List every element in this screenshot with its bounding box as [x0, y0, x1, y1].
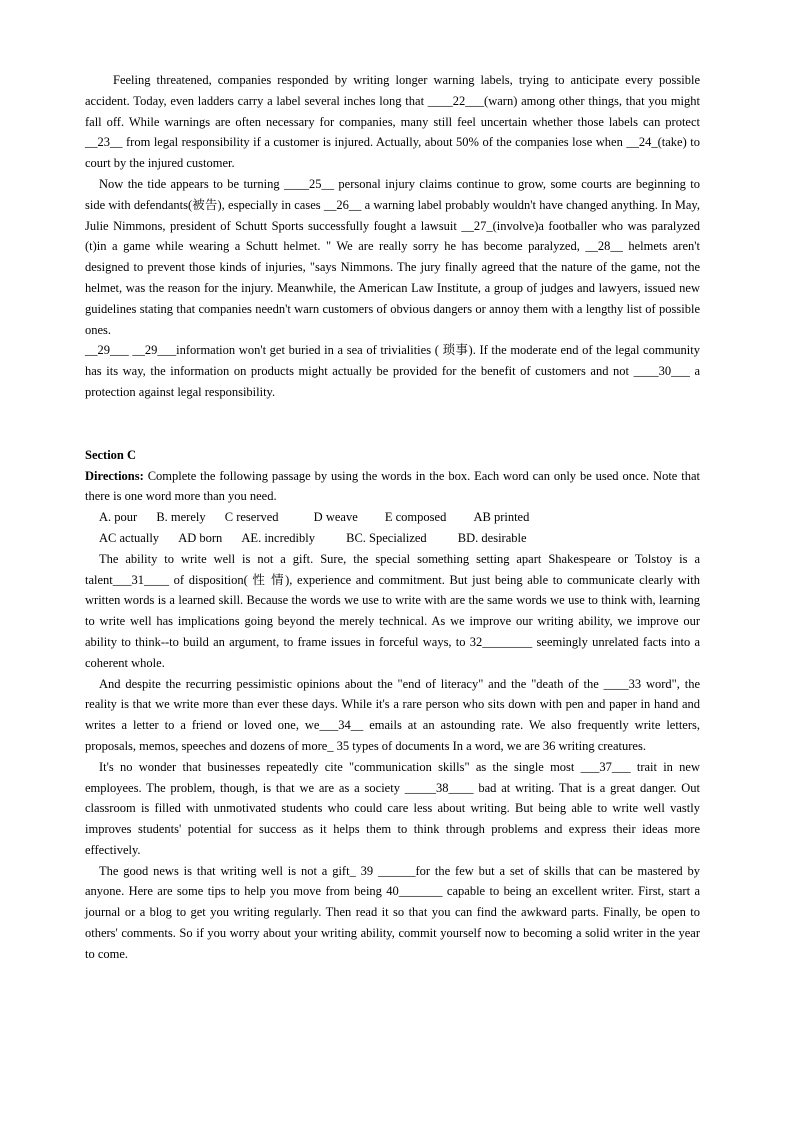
section-c-paragraph-1: The ability to write well is not a gift. Sure, the special something setting apart Shakespeare or Tolstoy is a talent___31____ of disposition( 性 情), experience and commitment. But just being able to communicate clearly with written words is a learned skill. Because the words we use to write with are the same words we use to think with, learning to write well has implications going beyond the merely technical. As we improve our writing ability, we improve our ability to think--to build an argument, to frame issues in forceful ways, to 32________ seemingly unrelated facts into a coherent whole. [85, 551, 700, 670]
option-ab: AB printed [473, 510, 530, 525]
option-d: D weave [313, 510, 358, 525]
section-c-paragraph-2: And despite the recurring pessimistic opinions about the "end of literacy" and the "death of the ____33 word", the reality is that we write more than ever these days. While it's a rare person who sits down with pen and paper in hand and writes a letter to a friend or loved one, we___34__ emails at an astounding rate. We also frequently write letters, proposals, memos, speeches and dozens of more_ 35 types of documents In a word, we are 36 writing creatures. [85, 676, 700, 753]
word-box-row-2 [85, 528, 700, 549]
option-c: C reserved [224, 510, 279, 525]
option-ad: AD born [178, 530, 223, 545]
section-b-paragraph-3: __29___ __29___information won't get buried in a sea of trivialities ( 琐事). If the moderate end of the legal community has its way, the information on products might actually be provided for the benefit of customers and not ____30___ a protection against legal responsibility. [85, 343, 700, 399]
option-ae: AE. incredibly [241, 530, 315, 545]
directions-text: Complete the following passage by using the words in the box. Each word can only be used once. Note that there is one word more than you need. [85, 468, 700, 504]
option-bd: BD. desirable [457, 530, 527, 545]
directions [85, 466, 700, 508]
option-bc: BC. Specialized [346, 530, 427, 545]
directions-label: Directions: [85, 468, 144, 483]
option-b: B. merely [156, 510, 206, 525]
section-c-paragraph-3: It's no wonder that businesses repeatedly cite "communication skills" as the single most ___37___ trait in new employees. The problem, though, is that we are as a society _____38____ bad at writing. That is a great danger. Out classroom is filled with unmotivated students who could care less about writing. But being able to write well vastly improves students' potential for success as it helps them to think through problems and express their ideas more effectively. [85, 759, 700, 857]
document-page [85, 70, 700, 965]
option-ac: AC actually [99, 530, 160, 545]
section-spacer [85, 403, 700, 445]
section-c-paragraph-4: The good news is that writing well is not a gift_ 39 ______for the few but a set of skills that can be mastered by anyone. Here are some tips to help you move from being 40_______ capable to being an excellent writer. First, start a journal or a blog to get you writing regularly. Then read it so that you can find the awkward parts. Finally, be open to others' comments. So if you worry about your writing ability, commit yourself now to becoming a solid writer in the year to come. [85, 863, 700, 961]
section-b-paragraph-2: Now the tide appears to be turning ____25__ personal injury claims continue to grow, some courts are beginning to side with defendants(被告), especially in cases __26__ a warning label probably wouldn't have changed anything. In May, Julie Nimmons, president of Schutt Sports successfully fought a lawsuit __27_(involve)a footballer who was paralyzed (t)in a game while wearing a Schutt helmet. " We are really sorry he has become paralyzed, __28__ helmets aren't designed to prevent those kinds of injuries, "says Nimmons. The jury finally agreed that the nature of the game, not the helmet, was the reason for the injury. Meanwhile, the American Law Institute, a group of judges and lawyers, issued new guidelines stating that companies needn't warn customers of obvious dangers or annoy them with a lengthy list of possible ones. [85, 176, 700, 337]
section-b-paragraph-1: Feeling threatened, companies responded by writing longer warning labels, trying to anticipate every possible accident. Today, even ladders carry a label several inches long that ____22___(warn) among other things, that you might fall off. While warnings are often necessary for companies, many still feel uncertain whether those labels can protect __23__ from legal responsibility if a customer is injured. Actually, about 50% of the companies lose when __24_(take) to court by the injured customer. [85, 73, 700, 171]
section-c-title: Section C [85, 447, 137, 462]
word-box-row-1 [85, 507, 700, 528]
option-e: E composed [384, 510, 447, 525]
option-a: A. pour [99, 510, 138, 525]
